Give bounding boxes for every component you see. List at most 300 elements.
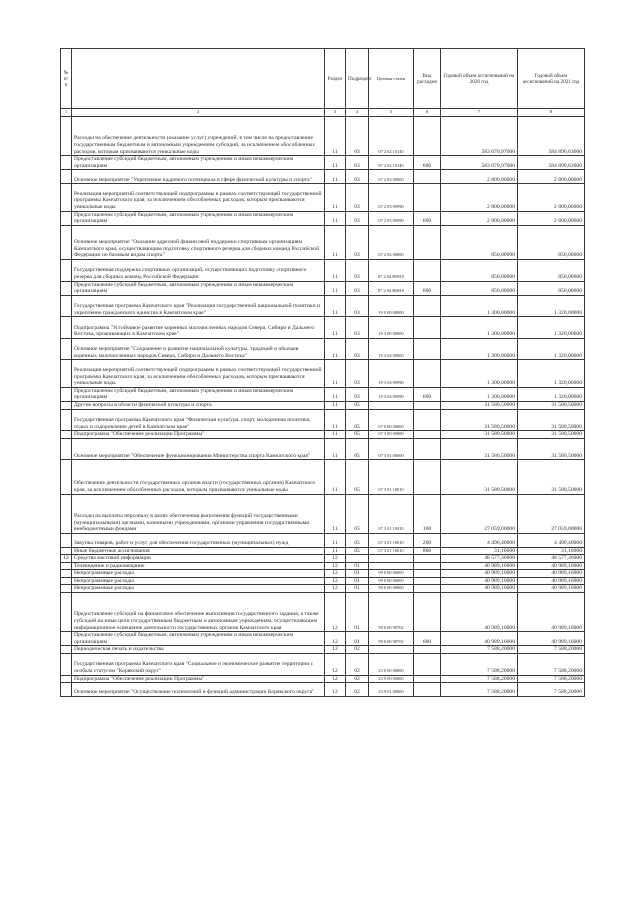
col-header-section: Раздел xyxy=(325,49,346,109)
row-section-cell: 11 xyxy=(325,117,346,156)
row-amount-2020-cell: 1 300,00000 xyxy=(441,295,518,317)
row-name-cell: Реализация мероприятий соответствующей подпрограммы в рамках соответствующей государственной программы Камчатского края, за исключением обособленных расходов, которым присваиваются уникальные коды xyxy=(72,184,325,211)
row-target-item-cell xyxy=(369,562,414,570)
table-row xyxy=(61,460,585,494)
row-target-item-cell: 07 3 01 10010 xyxy=(369,494,414,533)
row-number-cell xyxy=(61,593,72,632)
table-row xyxy=(61,654,585,676)
row-expense-type-cell xyxy=(414,184,441,211)
row-subsection-cell: 05 xyxy=(346,438,369,460)
row-amount-2021-cell: 40 989,16000 xyxy=(518,570,585,578)
row-target-item-cell: 07 2 02 10140 xyxy=(369,117,414,156)
col-header-number: № п/п xyxy=(61,49,72,109)
table-row xyxy=(61,547,585,555)
row-section-cell: 12 xyxy=(325,593,346,632)
row-amount-2021-cell: 31 580,50000 xyxy=(518,409,585,431)
row-section-cell: 12 xyxy=(325,555,346,563)
table-row xyxy=(61,675,585,683)
row-amount-2020-cell: 2 800,00000 xyxy=(441,211,518,225)
table-row xyxy=(61,570,585,578)
row-subsection-cell xyxy=(346,555,369,563)
row-expense-type-cell: 200 xyxy=(414,533,441,547)
row-expense-type-cell xyxy=(414,409,441,431)
row-target-item-cell: 07 3 01 10010 xyxy=(369,533,414,547)
row-amount-2020-cell: 4 490,40000 xyxy=(441,533,518,547)
column-number: 8 xyxy=(518,109,585,117)
row-number-cell xyxy=(61,117,72,156)
row-target-item-cell: 07 3 01 10010 xyxy=(369,460,414,494)
row-amount-2021-cell: 31 580,50000 xyxy=(518,431,585,439)
row-amount-2020-cell: 7 588,20000 xyxy=(441,654,518,676)
row-amount-2021-cell: 1 320,00000 xyxy=(518,317,585,339)
row-amount-2020-cell: 850,00000 xyxy=(441,225,518,259)
row-name-cell: Подпрограмма "Обеспечение реализации Программы" xyxy=(72,431,325,439)
row-section-cell: 11 xyxy=(325,317,346,339)
row-amount-2021-cell: 40 989,16000 xyxy=(518,632,585,646)
column-number: 2 xyxy=(72,109,325,117)
col-header-target-item: Целевая статья xyxy=(369,49,414,109)
row-number-cell xyxy=(61,225,72,259)
row-target-item-cell xyxy=(369,646,414,654)
row-section-cell: 11 xyxy=(325,184,346,211)
table-row xyxy=(61,585,585,593)
row-amount-2020-cell: 7 588,20000 xyxy=(441,675,518,683)
row-target-item-cell: 99 0 00 00000 xyxy=(369,585,414,593)
table-row xyxy=(61,260,585,282)
row-name-cell: Предоставление субсидий бюджетным, автономным учреждениям и иным некоммерческим организациям xyxy=(72,632,325,646)
row-amount-2020-cell: 7 588,20000 xyxy=(441,646,518,654)
row-name-cell: Закупка товаров, работ и услуг для обеспечения государственных (муниципальных) нужд xyxy=(72,533,325,547)
row-number-cell xyxy=(61,409,72,431)
row-subsection-cell: 03 xyxy=(346,211,369,225)
table-row xyxy=(61,338,585,360)
row-amount-2021-cell: 7 588,20000 xyxy=(518,675,585,683)
row-amount-2020-cell: 850,00000 xyxy=(441,281,518,295)
table-row xyxy=(61,533,585,547)
row-amount-2021-cell: 584 890,63000 xyxy=(518,117,585,156)
table-row xyxy=(61,431,585,439)
row-number-cell xyxy=(61,547,72,555)
row-expense-type-cell xyxy=(414,338,441,360)
row-subsection-cell: 03 xyxy=(346,338,369,360)
row-amount-2021-cell: 2 800,00000 xyxy=(518,211,585,225)
table-row xyxy=(61,438,585,460)
row-expense-type-cell: 600 xyxy=(414,632,441,646)
row-amount-2021-cell: 1 320,00000 xyxy=(518,360,585,387)
row-amount-2021-cell: 7 588,20000 xyxy=(518,646,585,654)
row-target-item-cell: 19 0 00 00000 xyxy=(369,295,414,317)
row-amount-2020-cell: 31 580,50000 xyxy=(441,402,518,410)
row-expense-type-cell xyxy=(414,675,441,683)
row-number-cell xyxy=(61,562,72,570)
row-amount-2021-cell: 2 800,00000 xyxy=(518,184,585,211)
row-expense-type-cell xyxy=(414,225,441,259)
row-number-cell xyxy=(61,438,72,460)
row-number-cell xyxy=(61,295,72,317)
row-expense-type-cell xyxy=(414,117,441,156)
row-expense-type-cell: 600 xyxy=(414,211,441,225)
row-target-item-cell: 07 2 04 R0810 xyxy=(369,260,414,282)
row-number-cell xyxy=(61,317,72,339)
row-number-cell xyxy=(61,281,72,295)
row-expense-type-cell xyxy=(414,683,441,697)
row-expense-type-cell xyxy=(414,585,441,593)
row-amount-2021-cell: 850,00000 xyxy=(518,260,585,282)
row-subsection-cell: 05 xyxy=(346,547,369,555)
row-target-item-cell: 23 0 00 00000 xyxy=(369,654,414,676)
row-amount-2021-cell: 31 580,50000 xyxy=(518,402,585,410)
table-row xyxy=(61,156,585,170)
row-name-cell: Предоставление субсидий бюджетным, автономным учреждениям и иным некоммерческим организациям xyxy=(72,281,325,295)
row-number-cell xyxy=(61,431,72,439)
row-number-cell xyxy=(61,184,72,211)
row-expense-type-cell xyxy=(414,295,441,317)
row-name-cell: Основное мероприятие "Оказание адресной финансовой поддержки спортивным организациям Камчатского края, осуществляющим подготовку спортивного резерва для сборных команд Российской Федерации по базовым видам спорта" xyxy=(72,225,325,259)
row-section-cell: 12 xyxy=(325,570,346,578)
row-amount-2020-cell: 40 989,16000 xyxy=(441,570,518,578)
row-name-cell: Государственная программа Камчатского края "Реализация государственной национальной политики и укрепление гражданского единства в Камчатском крае" xyxy=(72,295,325,317)
row-subsection-cell: 03 xyxy=(346,225,369,259)
row-section-cell: 11 xyxy=(325,156,346,170)
row-target-item-cell: 23 9 01 00000 xyxy=(369,683,414,697)
row-number-cell xyxy=(61,260,72,282)
row-subsection-cell: 03 xyxy=(346,117,369,156)
row-subsection-cell: 03 xyxy=(346,360,369,387)
row-target-item-cell: 07 2 03 09990 xyxy=(369,184,414,211)
row-name-cell: Государственная поддержка спортивных организаций, осуществляющих подготовку спортивного резерва для сборных команд Российской Федерации xyxy=(72,260,325,282)
row-expense-type-cell: 100 xyxy=(414,494,441,533)
row-number-cell xyxy=(61,577,72,585)
row-subsection-cell: 05 xyxy=(346,494,369,533)
table-row xyxy=(61,281,585,295)
row-subsection-cell: 03 xyxy=(346,317,369,339)
row-name-cell: Подпрограмма "Устойчивое развитие коренных малочисленных народов Севера, Сибири и Дальнего Востока, проживающих в Камчатском крае" xyxy=(72,317,325,339)
row-number-cell xyxy=(61,533,72,547)
column-number: 3 xyxy=(325,109,346,117)
row-amount-2021-cell: 7 588,20000 xyxy=(518,683,585,697)
row-expense-type-cell xyxy=(414,431,441,439)
table-row xyxy=(61,646,585,654)
row-target-item-cell: 19 3 04 00000 xyxy=(369,338,414,360)
row-expense-type-cell xyxy=(414,460,441,494)
row-expense-type-cell xyxy=(414,260,441,282)
row-subsection-cell: 03 xyxy=(346,260,369,282)
row-section-cell: 11 xyxy=(325,281,346,295)
row-amount-2021-cell: 40 989,16000 xyxy=(518,577,585,585)
row-name-cell: Непрограммные расходы xyxy=(72,577,325,585)
row-target-item-cell: 07 2 03 00000 xyxy=(369,170,414,184)
row-section-cell: 11 xyxy=(325,211,346,225)
row-amount-2021-cell: 40 989,16000 xyxy=(518,593,585,632)
row-name-cell: Государственная программа Камчатского края "Социальное и экономическое развитие территории с особым статусом "Корякский округ" xyxy=(72,654,325,676)
row-target-item-cell: 19 3 04 09990 xyxy=(369,360,414,387)
row-amount-2021-cell: 850,00000 xyxy=(518,281,585,295)
row-subsection-cell: 05 xyxy=(346,402,369,410)
row-expense-type-cell xyxy=(414,555,441,563)
table-row xyxy=(61,225,585,259)
row-target-item-cell xyxy=(369,555,414,563)
row-target-item-cell: 99 0 00 00000 xyxy=(369,570,414,578)
row-amount-2020-cell: 40 989,16000 xyxy=(441,577,518,585)
row-number-cell xyxy=(61,570,72,578)
row-section-cell: 11 xyxy=(325,338,346,360)
row-section-cell: 11 xyxy=(325,533,346,547)
row-name-cell: Основное мероприятие "Обеспечение функционирования Министерства спорта Камчатского края" xyxy=(72,438,325,460)
row-section-cell: 12 xyxy=(325,675,346,683)
col-header-year-2021: Годовой объем ассигнований на 2021 год xyxy=(518,49,585,109)
row-expense-type-cell xyxy=(414,646,441,654)
row-subsection-cell: 01 xyxy=(346,562,369,570)
row-amount-2020-cell: 31 580,50000 xyxy=(441,438,518,460)
row-name-cell: Расходы на обеспечение деятельности (оказание услуг) учреждений, в том числе на предоставление государственным бюджетным и автономным учреждениям субсидий, за исключением обособленных расходов, которым присваиваются уникальные коды xyxy=(72,117,325,156)
row-subsection-cell: 02 xyxy=(346,654,369,676)
row-number-cell xyxy=(61,683,72,697)
row-section-cell: 11 xyxy=(325,170,346,184)
row-target-item-cell: 19 3 04 09990 xyxy=(369,387,414,401)
row-name-cell: Средства массовой информации xyxy=(72,555,325,563)
row-target-item-cell: 99 0 00 98702 xyxy=(369,593,414,632)
row-amount-2021-cell: 48 577,36000 xyxy=(518,555,585,563)
row-name-cell: Предоставление субсидий бюджетным, автономным учреждениям и иным некоммерческим организациям xyxy=(72,211,325,225)
row-amount-2021-cell: 27 059,00000 xyxy=(518,494,585,533)
table-row xyxy=(61,387,585,401)
row-amount-2021-cell: 31,10000 xyxy=(518,547,585,555)
row-subsection-cell: 01 xyxy=(346,570,369,578)
row-amount-2020-cell: 1 300,00000 xyxy=(441,317,518,339)
row-number-cell xyxy=(61,632,72,646)
table-row xyxy=(61,184,585,211)
table-row xyxy=(61,170,585,184)
row-amount-2020-cell: 583 070,97000 xyxy=(441,117,518,156)
table-row xyxy=(61,494,585,533)
row-name-cell: Обеспечение деятельности государственных органов власти (государственных органов) Камчатского края, за исключением обособленных расходов, которым присваиваются уникальные коды xyxy=(72,460,325,494)
row-name-cell: Предоставление субсидий бюджетным, автономным учреждениям и иным некоммерческим организациям xyxy=(72,387,325,401)
row-amount-2021-cell: 40 989,16000 xyxy=(518,585,585,593)
row-subsection-cell: 03 xyxy=(346,184,369,211)
row-amount-2020-cell: 40 989,16000 xyxy=(441,585,518,593)
row-target-item-cell: 07 3 01 00000 xyxy=(369,438,414,460)
col-header-year-2020: Годовой объем ассигнований на 2020 год xyxy=(441,49,518,109)
row-amount-2021-cell: 1 320,00000 xyxy=(518,338,585,360)
table-row xyxy=(61,683,585,697)
row-name-cell: Непрограммные расходы xyxy=(72,585,325,593)
column-number-row xyxy=(61,109,585,117)
row-number-cell xyxy=(61,338,72,360)
row-section-cell: 11 xyxy=(325,460,346,494)
row-amount-2020-cell: 31 580,50000 xyxy=(441,460,518,494)
row-section-cell: 11 xyxy=(325,438,346,460)
row-expense-type-cell xyxy=(414,593,441,632)
table-row xyxy=(61,593,585,632)
row-subsection-cell: 05 xyxy=(346,533,369,547)
row-subsection-cell: 01 xyxy=(346,585,369,593)
row-amount-2020-cell: 583 070,97000 xyxy=(441,156,518,170)
row-expense-type-cell: 600 xyxy=(414,156,441,170)
row-section-cell: 11 xyxy=(325,360,346,387)
row-section-cell: 12 xyxy=(325,632,346,646)
row-amount-2021-cell: 7 588,20000 xyxy=(518,654,585,676)
column-number: 6 xyxy=(414,109,441,117)
row-subsection-cell: 02 xyxy=(346,683,369,697)
row-target-item-cell: 23 9 00 00000 xyxy=(369,675,414,683)
row-subsection-cell: 05 xyxy=(346,431,369,439)
row-name-cell: Подпрограмма "Обеспечение реализации Программы" xyxy=(72,675,325,683)
row-subsection-cell: 05 xyxy=(346,409,369,431)
table-body xyxy=(61,117,585,697)
table-row xyxy=(61,295,585,317)
table-row xyxy=(61,317,585,339)
row-expense-type-cell: 800 xyxy=(414,547,441,555)
row-amount-2020-cell: 27 059,00000 xyxy=(441,494,518,533)
row-section-cell: 12 xyxy=(325,654,346,676)
col-header-expense-type: Вид расходов xyxy=(414,49,441,109)
row-subsection-cell: 01 xyxy=(346,577,369,585)
row-number-cell: 12 xyxy=(61,555,72,563)
row-amount-2021-cell: 4 490,40000 xyxy=(518,533,585,547)
row-target-item-cell: 07 2 02 10140 xyxy=(369,156,414,170)
row-expense-type-cell xyxy=(414,317,441,339)
row-subsection-cell: 03 xyxy=(346,170,369,184)
row-amount-2020-cell: 2 800,00000 xyxy=(441,170,518,184)
row-amount-2020-cell: 2 800,00000 xyxy=(441,184,518,211)
row-amount-2021-cell: 584 890,63000 xyxy=(518,156,585,170)
table-row xyxy=(61,117,585,156)
table-row xyxy=(61,402,585,410)
row-amount-2020-cell: 1 300,00000 xyxy=(441,360,518,387)
row-number-cell xyxy=(61,170,72,184)
row-name-cell: Реализация мероприятий соответствующей подпрограммы в рамках соответствующей государственной программы Камчатского края, за исключением обособленных расходов, которым присваиваются уникальные коды xyxy=(72,360,325,387)
row-section-cell: 11 xyxy=(325,387,346,401)
row-amount-2020-cell: 7 588,20000 xyxy=(441,683,518,697)
row-target-item-cell: 19 3 00 00000 xyxy=(369,317,414,339)
row-subsection-cell: 03 xyxy=(346,387,369,401)
row-section-cell: 11 xyxy=(325,260,346,282)
row-name-cell: Предоставление субсидий на финансовое обеспечение выполнения государственного задания, а также субсидий на иные цели государственным бюджетным и автономным учреждениям, осуществляющим информационное освещение деятельности государственных органов Камчатского края xyxy=(72,593,325,632)
row-amount-2021-cell: 850,00000 xyxy=(518,225,585,259)
table-row xyxy=(61,555,585,563)
row-amount-2021-cell: 40 989,16000 xyxy=(518,562,585,570)
row-section-cell: 11 xyxy=(325,547,346,555)
row-number-cell xyxy=(61,211,72,225)
row-name-cell: Предоставление субсидий бюджетным, автономным учреждениям и иным некоммерческим организациям xyxy=(72,156,325,170)
row-number-cell xyxy=(61,675,72,683)
row-amount-2021-cell: 1 320,00000 xyxy=(518,295,585,317)
row-expense-type-cell: 600 xyxy=(414,281,441,295)
row-subsection-cell: 05 xyxy=(346,460,369,494)
row-expense-type-cell xyxy=(414,570,441,578)
row-target-item-cell: 07 2 03 09990 xyxy=(369,211,414,225)
row-name-cell: Государственная программа Камчатского края "Физическая культура, спорт, молодежная политика, отдых и оздоровление детей в Камчатском крае" xyxy=(72,409,325,431)
column-number: 4 xyxy=(346,109,369,117)
row-number-cell xyxy=(61,360,72,387)
row-number-cell xyxy=(61,460,72,494)
row-amount-2021-cell: 31 580,50000 xyxy=(518,438,585,460)
row-name-cell: Иные бюджетные ассигнования xyxy=(72,547,325,555)
row-section-cell: 11 xyxy=(325,295,346,317)
column-number: 7 xyxy=(441,109,518,117)
table-row xyxy=(61,409,585,431)
row-target-item-cell: 99 0 00 00000 xyxy=(369,577,414,585)
row-amount-2020-cell: 48 577,36000 xyxy=(441,555,518,563)
row-section-cell: 11 xyxy=(325,402,346,410)
row-expense-type-cell xyxy=(414,654,441,676)
budget-table xyxy=(60,48,585,697)
row-amount-2021-cell: 31 580,50000 xyxy=(518,460,585,494)
col-header-name xyxy=(72,49,325,109)
row-name-cell: Расходы на выплаты персоналу в целях обеспечения выполнения функций государственными (муниципальными) органами, казенными учреждениями, органами управления государственными внебюджетными фондами xyxy=(72,494,325,533)
row-amount-2020-cell: 40 989,16000 xyxy=(441,562,518,570)
row-amount-2020-cell: 1 300,00000 xyxy=(441,338,518,360)
table-header-row xyxy=(61,49,585,109)
row-amount-2021-cell: 2 800,00000 xyxy=(518,170,585,184)
row-subsection-cell: 03 xyxy=(346,156,369,170)
row-expense-type-cell: 600 xyxy=(414,387,441,401)
row-target-item-cell xyxy=(369,402,414,410)
row-expense-type-cell xyxy=(414,577,441,585)
row-amount-2021-cell: 1 320,00000 xyxy=(518,387,585,401)
row-expense-type-cell xyxy=(414,170,441,184)
column-number: 1 xyxy=(61,109,72,117)
row-amount-2020-cell: 850,00000 xyxy=(441,260,518,282)
row-target-item-cell: 07 3 00 00000 xyxy=(369,431,414,439)
row-name-cell: Периодическая печать и издательства xyxy=(72,646,325,654)
row-subsection-cell: 03 xyxy=(346,281,369,295)
row-number-cell xyxy=(61,646,72,654)
row-expense-type-cell xyxy=(414,360,441,387)
row-amount-2020-cell: 1 300,00000 xyxy=(441,387,518,401)
table-row xyxy=(61,577,585,585)
row-subsection-cell: 02 xyxy=(346,675,369,683)
row-number-cell xyxy=(61,402,72,410)
row-subsection-cell: 01 xyxy=(346,632,369,646)
row-section-cell: 11 xyxy=(325,494,346,533)
row-target-item-cell: 07 0 00 00000 xyxy=(369,409,414,431)
row-target-item-cell: 07 3 01 10010 xyxy=(369,547,414,555)
row-number-cell xyxy=(61,585,72,593)
row-number-cell xyxy=(61,156,72,170)
table-row xyxy=(61,211,585,225)
row-expense-type-cell xyxy=(414,402,441,410)
row-name-cell: Другие вопросы в области физической культуры и спорта xyxy=(72,402,325,410)
row-expense-type-cell xyxy=(414,562,441,570)
row-amount-2020-cell: 40 989,16000 xyxy=(441,593,518,632)
col-header-subsection: Подраздел xyxy=(346,49,369,109)
row-target-item-cell: 07 2 04 R0810 xyxy=(369,281,414,295)
table-row xyxy=(61,562,585,570)
row-target-item-cell: 07 2 04 00000 xyxy=(369,225,414,259)
row-name-cell: Непрограммные расходы xyxy=(72,570,325,578)
table-row xyxy=(61,632,585,646)
row-number-cell xyxy=(61,654,72,676)
column-number: 5 xyxy=(369,109,414,117)
row-section-cell: 12 xyxy=(325,585,346,593)
row-section-cell: 11 xyxy=(325,225,346,259)
row-number-cell xyxy=(61,494,72,533)
row-expense-type-cell xyxy=(414,438,441,460)
row-amount-2020-cell: 31,10000 xyxy=(441,547,518,555)
row-section-cell: 11 xyxy=(325,431,346,439)
row-subsection-cell: 01 xyxy=(346,593,369,632)
row-section-cell: 11 xyxy=(325,409,346,431)
row-amount-2020-cell: 31 580,50000 xyxy=(441,431,518,439)
row-subsection-cell: 03 xyxy=(346,295,369,317)
row-subsection-cell: 02 xyxy=(346,646,369,654)
table-row xyxy=(61,360,585,387)
row-target-item-cell: 99 0 00 98702 xyxy=(369,632,414,646)
row-section-cell: 12 xyxy=(325,646,346,654)
row-name-cell: Основное мероприятие "Укрепление кадрового потенциала в сфере физической культуры и спорта" xyxy=(72,170,325,184)
row-name-cell: Основное мероприятие "Сохранение и развитие национальной культуры, традиций и обычаев коренных малочисленных народов Севера, Сибири и Дальнего Востока" xyxy=(72,338,325,360)
